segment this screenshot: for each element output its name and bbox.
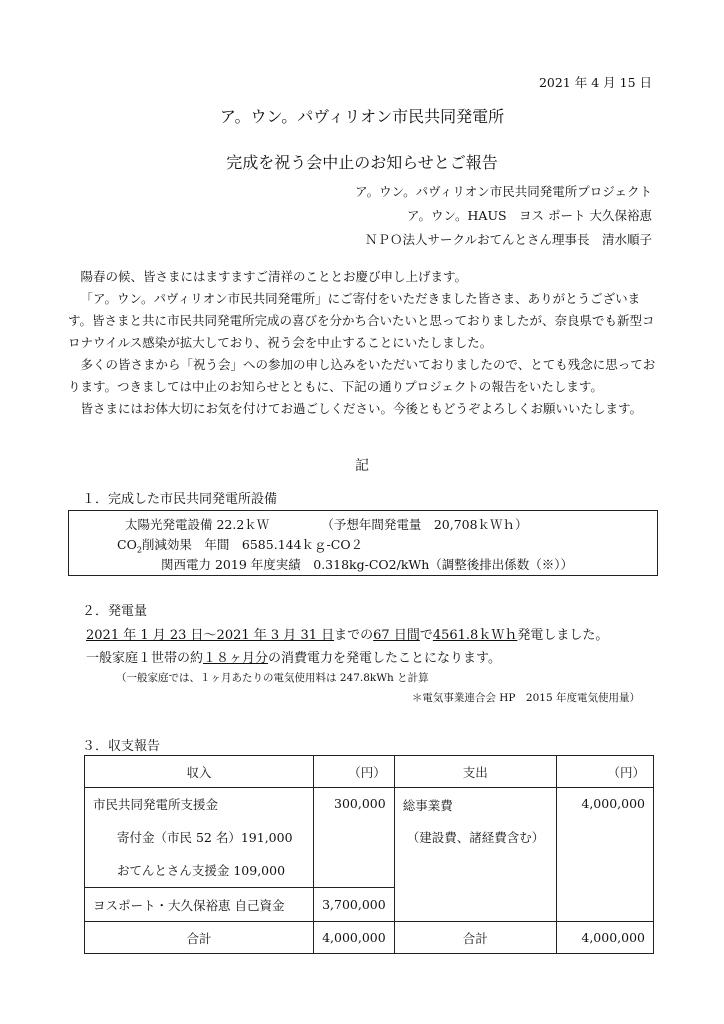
equipment-line-2: $CO_2$削減効果 年間 6585.144ｋｇ-CO２	[117, 537, 364, 555]
co2-reduction: 削減効果 年間 6585.144ｋｇ-CO２	[141, 537, 364, 552]
sender-org-1: ア。ウン。パヴィリオン市民共同発電所プロジェクト	[355, 184, 652, 199]
emission-factor: 関西電力 2019 年度実績 0.318kg-CO2/kWh（調整後排出係数（※））	[161, 557, 574, 572]
generation-line-2: 一般家庭１世帯の約１８ヶ月分の消費電力を発電したことになります。	[86, 651, 501, 666]
expense-total: 4,000,000	[556, 922, 653, 954]
body-paragraph-3: 多くの皆さまから「祝う会」への参加の申し込みをいただいておりましたので、とても残念に思っております。つきましては中止のお知らせとともに、下記の通りプロジェクトの報告をいたします。	[68, 357, 656, 394]
financial-report-table	[84, 755, 654, 954]
equipment-box	[68, 510, 658, 576]
body-paragraph-4: 皆さまにはお体大切にお気を付けてお過ごしください。今後ともどうぞよろしくお願いいたします。	[80, 401, 643, 416]
document-date: 2021 年 4 月 15 日	[538, 75, 652, 90]
expense-cell	[394, 788, 556, 922]
annual-generation-estimate: （予想年間発電量 20,708ｋＷｈ）	[321, 517, 528, 532]
income-total-label: 合計	[85, 922, 314, 954]
expense-note: （建設費、諸経費含む）	[406, 830, 545, 845]
table-total-row	[85, 922, 654, 954]
document-title: ア。ウン。パヴィリオン市民共同発電所	[219, 107, 505, 126]
income-sub-1: 寄付金（市民 52 名）191,000	[85, 820, 314, 854]
expense-total-label: 合計	[394, 922, 556, 954]
section-1-heading: １．完成した市民共同発電所設備	[82, 492, 278, 507]
generation-note-2: ＊電気事業連合会 HP 2015 年度電気使用量）	[411, 692, 640, 704]
expense-amount: 4,000,000	[556, 788, 653, 922]
equipment-line-1	[125, 515, 528, 533]
expense-unit: （円）	[556, 756, 653, 788]
ki-heading: 記	[355, 458, 369, 474]
income-item-1: 市民共同発電所支援金	[85, 788, 314, 820]
income-item-1-amount: 300,000	[314, 788, 395, 820]
generation-note-1: （一般家庭では、１ヶ月あたりの電気使用料は 247.8kWh と計算	[116, 672, 429, 684]
sender-org-2: ア。ウン。HAUS ヨス ポート 大久保裕恵	[407, 208, 652, 223]
document-subtitle: 完成を祝う会中止のお知らせとご報告	[226, 153, 498, 172]
section-3-heading: ３．収支報告	[82, 739, 161, 754]
income-sub-2: おてんとさん支援金 109,000	[85, 854, 314, 888]
sender-org-3: ＮＰＯ法人サークルおてんとさん理事長 清水順子	[364, 232, 652, 247]
income-header: 収入	[85, 756, 314, 788]
expense-item: 総事業費	[402, 798, 453, 813]
generation-line-1: 2021 年 1 月 23 日～2021 年 3 月 31 日までの67 日間で4561.8ｋＷｈ発電しました。	[86, 628, 609, 643]
income-unit: （円）	[314, 756, 395, 788]
income-item-2-amount: 3,700,000	[314, 888, 395, 922]
expense-header: 支出	[394, 756, 556, 788]
table-header-row	[85, 756, 654, 788]
table-row	[85, 788, 654, 820]
income-item-2: ヨスポート・大久保裕恵 自己資金	[85, 888, 314, 922]
section-2-heading: ２．発電量	[82, 604, 148, 619]
body-paragraph-1: 陽春の候、皆さまにはますますご清祥のこととお慶び申し上げます。	[80, 269, 468, 284]
income-total: 4,000,000	[314, 922, 395, 954]
solar-capacity: 太陽光発電設備 22.2ｋＷ	[125, 517, 270, 532]
body-paragraph-2: 「ア。ウン。パヴィリオン市民共同発電所」にご寄付をいただきました皆さま、ありがとうございます。皆さまと共に市民共同発電所完成の喜びを分かち合いたいと思っておりましたが、奈良県でも新型コロナウイルス感染が拡大しており、祝う会を中止することにいたしました。	[68, 291, 655, 350]
